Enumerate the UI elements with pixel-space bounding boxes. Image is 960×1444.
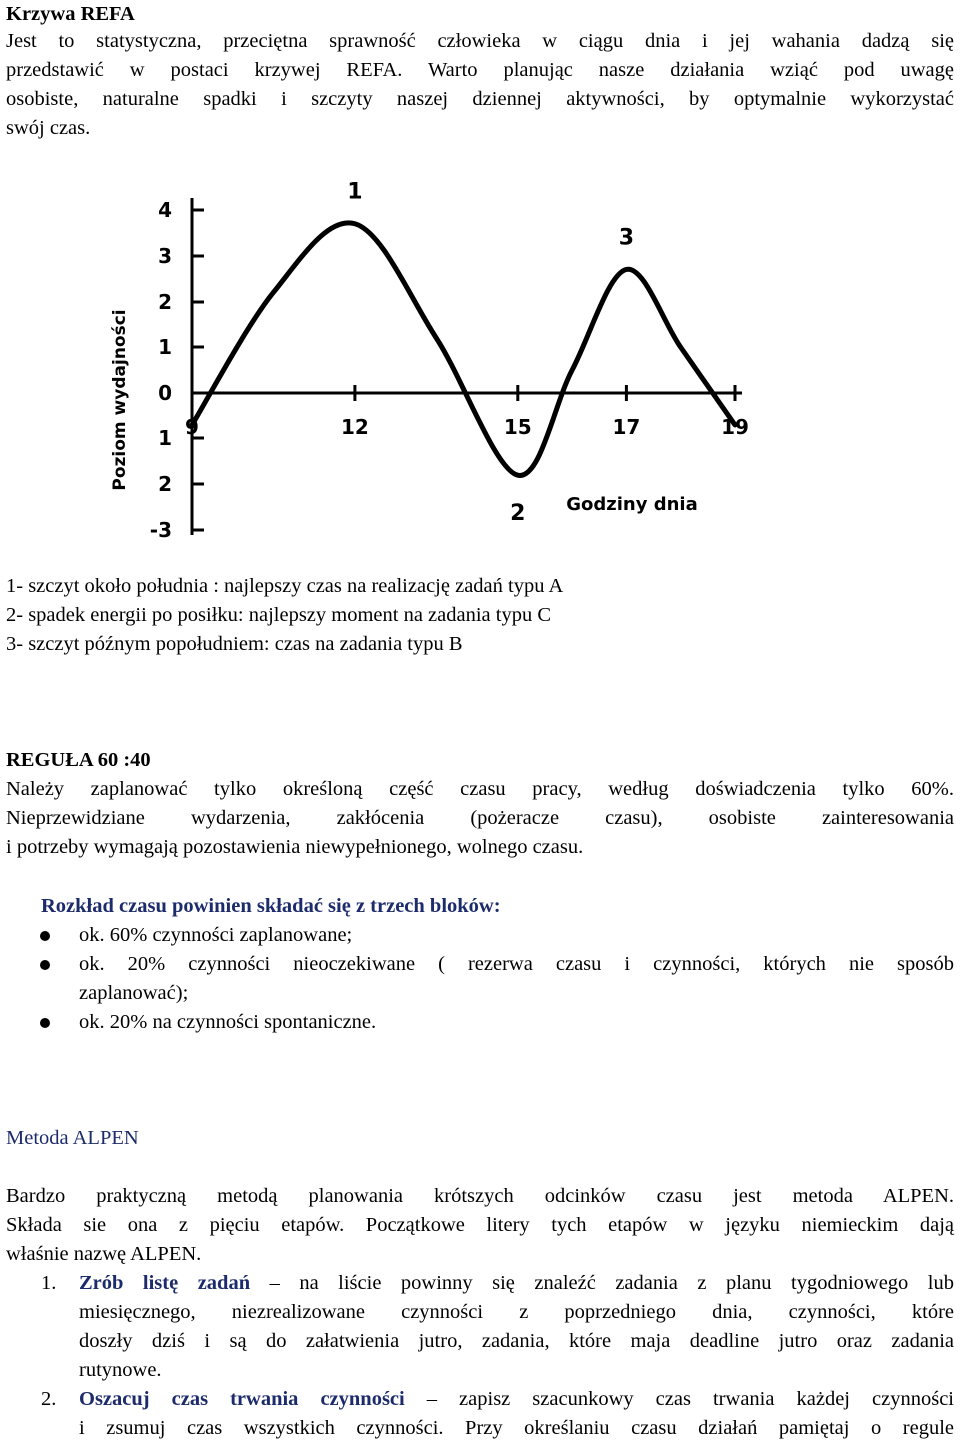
chart-peak-labels bbox=[347, 180, 634, 526]
x-tick-label: 17 bbox=[612, 415, 641, 439]
y-tick-label: 3 bbox=[158, 244, 172, 268]
blocks-heading: Rozkład czasu powinien składać się z trzech bloków: bbox=[41, 895, 501, 917]
alpen-intro-line-2: Składa sie ona z pięciu etapów. Początkowe litery tych etapów w języku niemieckim dają bbox=[6, 1214, 954, 1236]
legend-line-3: 3- szczyt późnym popołudniem: czas na zadania typu B bbox=[6, 633, 463, 655]
step-1-bold: Zrób listę zadań bbox=[79, 1272, 251, 1294]
rule-title: REGUŁA 60 :40 bbox=[6, 749, 151, 771]
bullet-dot-1 bbox=[40, 931, 50, 941]
refa-curve-line bbox=[192, 223, 735, 476]
bullet-item-2-cont: zaplanować); bbox=[79, 982, 189, 1004]
bullet-item-1: ok. 60% czynności zaplanowane; bbox=[79, 924, 353, 946]
peak-label-2: 2 bbox=[510, 501, 526, 527]
bullet-item-2: ok. 20% czynności nieoczekiwane ( rezerwa czasu i czynności, których nie sposób bbox=[79, 953, 954, 975]
step-1-text: – na liście powinny się znaleźć zadania z planu tygodniowego lub bbox=[250, 1272, 954, 1294]
x-tick-label: 12 bbox=[340, 415, 369, 439]
refa-intro-line-3: osobiste, naturalne spadki i szczyty naszej dziennej aktywności, by optymalnie wykorzystać bbox=[6, 88, 954, 110]
y-axis-label: Poziom wydajności bbox=[110, 309, 130, 491]
refa-intro-line-1: Jest to statystyczna, przeciętna sprawność człowieka w ciągu dnia i jej wahania dadzą się bbox=[6, 30, 954, 52]
step-2-bold: Oszacuj czas trwania czynności bbox=[79, 1388, 405, 1410]
y-tick-label: 1 bbox=[158, 426, 172, 450]
chart-axes bbox=[192, 198, 742, 535]
rule-line-2: Nieprzewidziane wydarzenia, zakłócenia (pożeracze czasu), osobiste zainteresowania bbox=[6, 807, 954, 829]
step-1-line-2: miesięcznego, niezrealizowane czynności z poprzedniego dnia, czynności, które bbox=[79, 1301, 954, 1323]
rule-line-1: Należy zaplanować tylko określoną część czasu pracy, według doświadczenia tylko 60%. bbox=[6, 778, 954, 800]
legend-line-2: 2- spadek energii po posiłku: najlepszy moment na zadania typu C bbox=[6, 604, 552, 626]
y-tick-label: 2 bbox=[158, 472, 172, 496]
y-tick-label: -3 bbox=[149, 518, 172, 542]
x-tick-label: 15 bbox=[503, 415, 532, 439]
y-tick-label: 0 bbox=[158, 381, 172, 405]
refa-curve-chart bbox=[100, 175, 760, 550]
bullet-dot-3 bbox=[40, 1018, 50, 1028]
x-axis-label: Godziny dnia bbox=[566, 494, 698, 515]
y-tick-label: 2 bbox=[158, 290, 172, 314]
legend-line-1: 1- szczyt około południa : najlepszy czas na realizację zadań typu A bbox=[6, 575, 564, 597]
step-2-number: 2. bbox=[41, 1388, 57, 1410]
refa-intro-line-4: swój czas. bbox=[6, 117, 91, 139]
chart-ticks bbox=[150, 198, 749, 542]
alpen-title: Metoda ALPEN bbox=[6, 1127, 139, 1149]
peak-label-1: 1 bbox=[347, 179, 363, 205]
bullet-dot-2 bbox=[40, 960, 50, 970]
step-2-line-2: i zsumuj czas wszystkich czynności. Przy określaniu czasu działań pamiętaj o regule bbox=[79, 1417, 954, 1439]
step-2-line-1 bbox=[79, 1385, 954, 1414]
y-tick-label: 4 bbox=[158, 198, 172, 222]
step-1-line-4: rutynowe. bbox=[79, 1359, 162, 1381]
x-tick-label: 19 bbox=[721, 415, 749, 439]
y-tick-label: 1 bbox=[158, 335, 172, 359]
alpen-intro-line-3: właśnie nazwę ALPEN. bbox=[6, 1243, 202, 1265]
refa-intro-line-2: przedstawić w postaci krzywej REFA. Warto planując nasze działania wziąć pod uwagę bbox=[6, 59, 954, 81]
peak-label-3: 3 bbox=[618, 225, 635, 251]
step-1-line-1 bbox=[79, 1269, 954, 1298]
alpen-intro-line-1: Bardzo praktyczną metodą planowania krótszych odcinków czasu jest metoda ALPEN. bbox=[6, 1185, 954, 1207]
step-2-text: – zapisz szacunkowy czas trwania każdej czynności bbox=[404, 1388, 954, 1410]
step-1-number: 1. bbox=[41, 1272, 57, 1294]
step-1-line-3: doszły dziś i są do załatwienia jutro, zadania, które maja deadline jutro oraz zadania bbox=[79, 1330, 954, 1352]
x-tick-label: 9 bbox=[185, 415, 199, 439]
bullet-item-3: ok. 20% na czynności spontaniczne. bbox=[79, 1011, 377, 1033]
rule-line-3: i potrzeby wymagają pozostawienia niewypełnionego, wolnego czasu. bbox=[6, 836, 584, 858]
refa-title: Krzywa REFA bbox=[6, 3, 135, 25]
